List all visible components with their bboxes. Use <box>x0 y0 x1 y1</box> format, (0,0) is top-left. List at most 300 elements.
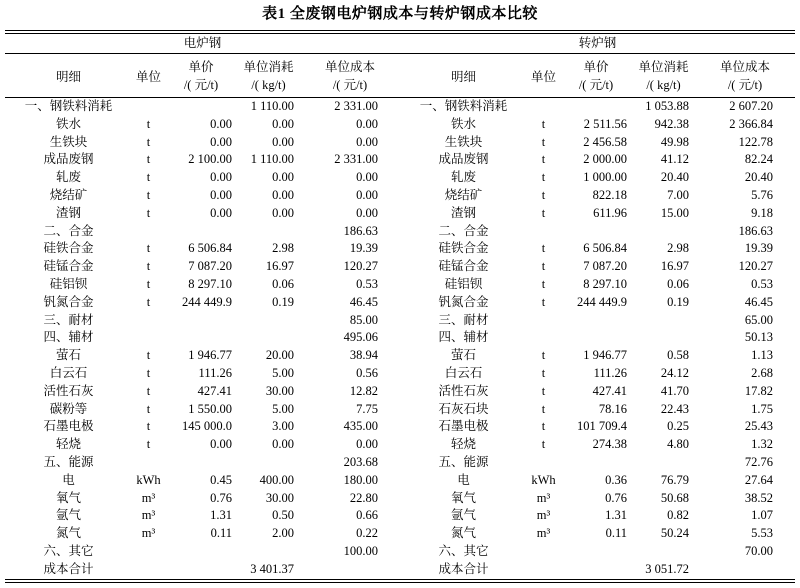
cost-cell: 0.00 <box>356 170 379 185</box>
price-header-unit: /( 元/t) <box>578 77 614 92</box>
unit-cell: t <box>541 419 546 434</box>
table-row <box>5 365 795 383</box>
consumption-cell <box>237 223 300 241</box>
cost-cell: 2 331.00 <box>334 99 379 113</box>
unit-cell <box>132 454 165 472</box>
unit-cell: t <box>541 259 546 274</box>
unit-cell: m³ <box>141 508 156 523</box>
unit-cell <box>132 329 165 347</box>
unit-cell: t <box>146 152 151 167</box>
table-row <box>5 240 795 258</box>
detail-cell: 白云石 <box>49 365 88 380</box>
detail-cell: 六、其它 <box>438 543 489 558</box>
price-cell: 0.00 <box>210 187 232 202</box>
price-cell: 7 087.20 <box>188 259 232 274</box>
consumption-cell: 0.82 <box>667 508 690 523</box>
price-cell: 2 511.56 <box>583 116 628 131</box>
consumption-cell: 0.06 <box>667 276 690 291</box>
detail-cell: 氩气 <box>55 508 81 523</box>
price-cell: 2 456.58 <box>583 134 628 149</box>
unit-cell: t <box>541 187 546 202</box>
unit-cell: kWh <box>136 472 161 487</box>
unit-cell <box>132 223 165 241</box>
table-row <box>5 116 795 134</box>
detail-cell: 烧结矿 <box>49 187 88 202</box>
consumption-cell: 3.00 <box>272 419 294 434</box>
unit-cell: t <box>146 437 151 452</box>
consumption-cell: 0.06 <box>272 276 294 291</box>
cost-cell: 0.00 <box>356 437 379 452</box>
cost-cell: 0.53 <box>356 276 379 291</box>
price-cell <box>165 329 237 347</box>
cost-cell: 50.13 <box>744 330 774 345</box>
consumption-cell: 2.00 <box>272 526 294 541</box>
price-cell: 0.76 <box>605 490 628 505</box>
detail-cell: 二、合金 <box>438 223 489 238</box>
table-row <box>5 258 795 276</box>
unit-cell: t <box>146 401 151 416</box>
table-body <box>5 98 795 581</box>
consumption-cell: 0.58 <box>667 348 690 363</box>
cost-cell: 65.00 <box>744 312 774 327</box>
unit-cell <box>527 454 560 472</box>
consumption-cell: 0.00 <box>272 170 294 185</box>
consumption-cell: 0.25 <box>667 419 690 434</box>
detail-cell: 二、合金 <box>43 223 94 238</box>
consumption-cell: 3 051.72 <box>645 561 690 576</box>
cost-cell: 12.82 <box>349 383 379 398</box>
consumption-cell: 400.00 <box>259 472 294 487</box>
consumption-cell: 0.50 <box>272 508 294 523</box>
cost-header-label: 单位成本 <box>720 59 771 74</box>
unit-column-header: 单位 <box>527 54 560 98</box>
consumption-cell: 5.00 <box>272 401 294 416</box>
cost-cell: 0.56 <box>356 365 379 380</box>
unit-cell: t <box>541 365 546 380</box>
cost-cell: 203.68 <box>343 454 379 469</box>
consumption-cell: 41.70 <box>660 383 690 398</box>
cost-cell: 17.82 <box>744 383 774 398</box>
consumption-cell: 41.12 <box>660 152 690 167</box>
cost-header-label: 单位成本 <box>325 59 376 74</box>
price-cell: 1 550.00 <box>188 401 232 416</box>
table-row <box>5 401 795 419</box>
consumption-cell: 0.00 <box>272 116 294 131</box>
detail-cell: 六、其它 <box>43 543 94 558</box>
unit-cell <box>527 223 560 241</box>
unit-cell: t <box>541 383 546 398</box>
consumption-cell: 20.00 <box>265 348 294 363</box>
price-header-unit: /( 元/t) <box>183 77 219 92</box>
consumption-cell: 76.79 <box>660 472 690 487</box>
cost-cell: 38.52 <box>744 490 774 505</box>
unit-cell <box>132 312 165 330</box>
consumption-cell <box>632 223 695 241</box>
cost-cell: 82.24 <box>744 152 774 167</box>
unit-cell: m³ <box>536 508 551 523</box>
consumption-cell <box>237 454 300 472</box>
table-row <box>5 507 795 525</box>
detail-cell: 硅铁合金 <box>43 241 94 256</box>
price-cell: 111.26 <box>593 365 628 380</box>
price-cell <box>165 454 237 472</box>
consumption-cell <box>237 543 300 561</box>
cost-header-unit: /( 元/t) <box>332 77 368 92</box>
cost-cell: 25.43 <box>744 419 774 434</box>
table-row <box>5 418 795 436</box>
detail-cell: 四、辅材 <box>438 330 489 345</box>
unit-cell: t <box>146 205 151 220</box>
cost-cell: 0.66 <box>356 508 379 523</box>
table-row <box>5 169 795 187</box>
detail-cell: 硅锰合金 <box>43 259 94 274</box>
detail-column-header: 明细 <box>400 54 527 98</box>
price-cell <box>165 561 237 581</box>
price-cell: 0.45 <box>210 472 232 487</box>
detail-cell: 渣钢 <box>55 205 81 220</box>
cost-cell: 0.00 <box>356 187 379 202</box>
cost-cell: 0.00 <box>356 116 379 131</box>
detail-cell: 一、钢铁料消耗 <box>24 99 113 113</box>
detail-cell: 烧结矿 <box>444 187 483 202</box>
consumption-cell: 15.00 <box>660 205 690 220</box>
cost-cell: 1.07 <box>751 508 774 523</box>
unit-cell: t <box>541 241 546 256</box>
price-cell: 0.00 <box>210 437 232 452</box>
unit-cell: m³ <box>536 526 551 541</box>
consumption-cell: 50.24 <box>660 526 690 541</box>
price-cell: 0.00 <box>210 170 232 185</box>
unit-cell: m³ <box>141 526 156 541</box>
detail-cell: 硅铝钡 <box>49 276 88 291</box>
price-cell: 0.00 <box>210 205 232 220</box>
consumption-cell: 942.38 <box>654 116 690 131</box>
cost-cell: 9.18 <box>751 205 774 220</box>
unit-cell: t <box>146 419 151 434</box>
consumption-header-unit: /( kg/t) <box>251 77 286 92</box>
detail-cell: 四、辅材 <box>43 330 94 345</box>
cost-cell: 19.39 <box>744 241 774 256</box>
table-row <box>5 525 795 543</box>
cost-cell: 186.63 <box>738 223 774 238</box>
consumption-header-label: 单位消耗 <box>243 59 294 74</box>
detail-cell: 铁水 <box>55 116 81 131</box>
unit-cell: t <box>541 134 546 149</box>
cost-cell: 70.00 <box>744 543 774 558</box>
detail-cell: 轧废 <box>451 170 477 185</box>
table-row <box>5 294 795 312</box>
detail-cell: 成本合计 <box>43 561 94 576</box>
price-cell: 244 449.9 <box>577 294 628 309</box>
column-header-row <box>5 54 795 98</box>
unit-cell <box>527 312 560 330</box>
detail-cell: 萤石 <box>451 348 477 363</box>
detail-cell: 生铁块 <box>49 134 88 149</box>
detail-cell: 三、耐材 <box>438 312 489 327</box>
consumption-cell <box>632 329 695 347</box>
price-cell: 1.31 <box>210 508 232 523</box>
unit-cell: t <box>541 170 546 185</box>
cost-cell: 120.27 <box>738 259 774 274</box>
detail-cell: 石墨电极 <box>438 419 489 434</box>
detail-cell: 硅锰合金 <box>438 259 489 274</box>
price-cell: 244 449.9 <box>182 294 232 309</box>
unit-cell: t <box>541 437 546 452</box>
table-row <box>5 472 795 490</box>
price-cell <box>165 98 237 116</box>
price-column-header <box>560 54 632 98</box>
price-cell: 6 506.84 <box>188 241 232 256</box>
unit-cell: t <box>146 241 151 256</box>
cost-column-header <box>695 54 795 98</box>
detail-cell: 硅铝钡 <box>444 276 483 291</box>
cost-cell: 1.13 <box>751 348 774 363</box>
cost-cell: 2.68 <box>751 365 774 380</box>
cost-cell: 0.22 <box>356 526 379 541</box>
consumption-cell: 5.00 <box>272 365 294 380</box>
consumption-cell <box>237 329 300 347</box>
consumption-cell: 0.00 <box>272 187 294 202</box>
unit-cell: t <box>541 116 546 131</box>
unit-cell <box>527 561 560 581</box>
price-cell: 101 709.4 <box>577 419 628 434</box>
detail-cell: 硅铁合金 <box>438 241 489 256</box>
detail-cell: 氧气 <box>451 490 477 505</box>
detail-cell: 钒氮合金 <box>43 294 94 309</box>
consumption-cell <box>632 543 695 561</box>
consumption-cell: 16.97 <box>265 259 294 274</box>
table-row <box>5 561 795 581</box>
detail-cell: 氮气 <box>451 526 477 541</box>
detail-cell: 成本合计 <box>438 561 489 576</box>
price-cell: 7 087.20 <box>583 259 628 274</box>
cost-comparison-table <box>5 30 795 583</box>
price-cell: 1.31 <box>605 508 628 523</box>
price-cell <box>165 543 237 561</box>
unit-cell: t <box>146 259 151 274</box>
cost-cell: 1.32 <box>751 437 774 452</box>
cost-cell: 2 331.00 <box>334 152 379 167</box>
cost-cell: 5.53 <box>751 526 774 541</box>
detail-cell: 铁水 <box>451 116 477 131</box>
consumption-cell: 50.68 <box>660 490 690 505</box>
consumption-cell: 3 401.37 <box>250 561 294 576</box>
price-cell: 0.11 <box>605 526 628 541</box>
price-cell: 8 297.10 <box>583 276 628 291</box>
price-column-header <box>165 54 237 98</box>
detail-cell: 活性石灰 <box>43 383 94 398</box>
unit-cell: t <box>146 294 151 309</box>
consumption-cell: 22.43 <box>660 401 690 416</box>
unit-cell: t <box>541 205 546 220</box>
unit-cell <box>527 329 560 347</box>
detail-cell: 石墨电极 <box>43 419 94 434</box>
consumption-cell: 1 053.88 <box>645 99 690 113</box>
consumption-cell: 20.40 <box>660 170 690 185</box>
consumption-header-unit: /( kg/t) <box>646 77 681 92</box>
cost-cell: 5.76 <box>751 187 774 202</box>
price-cell: 427.41 <box>197 383 232 398</box>
cost-cell: 495.06 <box>343 330 379 345</box>
detail-cell: 成品废钢 <box>438 152 489 167</box>
consumption-cell <box>632 312 695 330</box>
price-cell: 611.96 <box>593 205 628 220</box>
consumption-cell: 0.00 <box>272 205 294 220</box>
price-cell: 8 297.10 <box>188 276 232 291</box>
unit-cell: t <box>146 170 151 185</box>
consumption-cell: 7.00 <box>667 187 690 202</box>
consumption-header-label: 单位消耗 <box>638 59 689 74</box>
table-row <box>5 490 795 508</box>
detail-cell: 氧气 <box>55 490 81 505</box>
detail-cell: 碳粉等 <box>49 401 88 416</box>
price-cell: 427.41 <box>592 383 628 398</box>
table-row <box>5 436 795 454</box>
unit-cell <box>527 98 560 116</box>
detail-cell: 氮气 <box>55 526 81 541</box>
table-row <box>5 223 795 241</box>
consumption-cell: 30.00 <box>265 490 294 505</box>
price-cell: 0.36 <box>605 472 628 487</box>
cost-cell: 72.76 <box>744 454 774 469</box>
price-cell: 274.38 <box>592 437 628 452</box>
consumption-cell <box>237 312 300 330</box>
unit-cell: t <box>541 294 546 309</box>
table-row <box>5 205 795 223</box>
unit-cell: t <box>146 116 151 131</box>
unit-cell: t <box>146 348 151 363</box>
detail-cell: 轻烧 <box>55 437 81 452</box>
detail-cell: 电 <box>457 472 470 487</box>
price-cell: 6 506.84 <box>583 241 628 256</box>
cost-cell: 122.78 <box>738 134 774 149</box>
detail-cell: 轧废 <box>55 170 81 185</box>
price-cell <box>560 312 632 330</box>
consumption-cell: 1 110.00 <box>250 99 294 113</box>
unit-cell: kWh <box>531 472 556 487</box>
cost-cell: 85.00 <box>349 312 379 327</box>
detail-cell: 钒氮合金 <box>438 294 489 309</box>
price-cell: 822.18 <box>592 187 628 202</box>
price-cell: 1 946.77 <box>188 348 232 363</box>
consumption-cell: 1 110.00 <box>250 152 294 167</box>
price-cell <box>560 223 632 241</box>
detail-cell: 生铁块 <box>444 134 483 149</box>
consumption-cell: 24.12 <box>660 365 690 380</box>
cost-cell: 100.00 <box>343 543 379 558</box>
detail-column-header: 明细 <box>5 54 132 98</box>
unit-cell: t <box>146 276 151 291</box>
table-row <box>5 134 795 152</box>
table-row <box>5 187 795 205</box>
cost-cell: 120.27 <box>343 259 379 274</box>
detail-cell: 活性石灰 <box>438 383 489 398</box>
detail-cell: 五、能源 <box>438 454 489 469</box>
detail-cell: 一、钢铁料消耗 <box>419 99 508 113</box>
cost-cell: 38.94 <box>349 348 379 363</box>
consumption-cell: 0.00 <box>272 134 294 149</box>
table-row <box>5 329 795 347</box>
unit-cell: m³ <box>536 490 551 505</box>
price-cell <box>560 454 632 472</box>
cost-cell: 2 366.84 <box>729 116 774 131</box>
detail-cell: 三、耐材 <box>43 312 94 327</box>
unit-cell <box>132 98 165 116</box>
cost-cell: 7.75 <box>356 401 379 416</box>
table-row <box>5 543 795 561</box>
price-cell: 0.00 <box>210 116 232 131</box>
table-row <box>5 347 795 365</box>
unit-cell: t <box>146 365 151 380</box>
consumption-cell: 4.80 <box>667 437 690 452</box>
cost-cell: 46.45 <box>349 294 379 309</box>
consumption-cell: 0.00 <box>272 437 294 452</box>
cost-cell: 0.00 <box>356 134 379 149</box>
price-cell: 111.26 <box>198 365 232 380</box>
price-cell: 145 000.0 <box>182 419 232 434</box>
consumption-cell: 0.19 <box>667 294 690 309</box>
cost-cell: 180.00 <box>343 472 379 487</box>
price-header-label: 单价 <box>583 59 609 74</box>
price-cell: 78.16 <box>598 401 628 416</box>
detail-cell: 电 <box>62 472 75 487</box>
detail-cell: 五、能源 <box>43 454 94 469</box>
consumption-cell: 2.98 <box>667 241 690 256</box>
detail-cell: 氩气 <box>451 508 477 523</box>
price-cell <box>165 223 237 241</box>
table-row <box>5 383 795 401</box>
cost-cell: 435.00 <box>343 419 379 434</box>
price-cell: 1 946.77 <box>583 348 628 363</box>
consumption-cell: 30.00 <box>265 383 294 398</box>
price-cell <box>560 561 632 581</box>
cost-cell: 20.40 <box>744 170 774 185</box>
cost-cell <box>300 561 400 581</box>
cost-cell: 186.63 <box>343 223 379 238</box>
unit-cell: t <box>146 383 151 398</box>
detail-cell: 萤石 <box>55 348 81 363</box>
cost-cell: 46.45 <box>744 294 774 309</box>
cost-header-unit: /( 元/t) <box>727 77 763 92</box>
price-cell: 1 000.00 <box>583 170 628 185</box>
unit-cell: t <box>541 401 546 416</box>
table-row <box>5 312 795 330</box>
cost-cell: 27.64 <box>744 472 774 487</box>
cost-cell: 1.75 <box>751 401 774 416</box>
price-cell: 2 000.00 <box>583 152 628 167</box>
unit-cell <box>132 561 165 581</box>
consumption-column-header <box>632 54 695 98</box>
cost-column-header <box>300 54 400 98</box>
detail-cell: 白云石 <box>444 365 483 380</box>
detail-cell: 渣钢 <box>451 205 477 220</box>
table-row <box>5 151 795 169</box>
consumption-cell: 2.98 <box>272 241 294 256</box>
price-cell: 2 100.00 <box>188 152 232 167</box>
unit-cell: t <box>146 134 151 149</box>
price-cell: 0.76 <box>210 490 232 505</box>
cost-cell: 22.80 <box>349 490 379 505</box>
detail-cell: 石灰石块 <box>438 401 489 416</box>
table-title: 表1 全废钢电炉钢成本与转炉钢成本比较 <box>262 6 538 22</box>
consumption-cell <box>632 454 695 472</box>
unit-cell <box>527 543 560 561</box>
table-row <box>5 454 795 472</box>
cost-cell: 19.39 <box>349 241 379 256</box>
unit-cell: t <box>541 276 546 291</box>
price-header-label: 单价 <box>188 59 214 74</box>
price-cell: 0.00 <box>210 134 232 149</box>
